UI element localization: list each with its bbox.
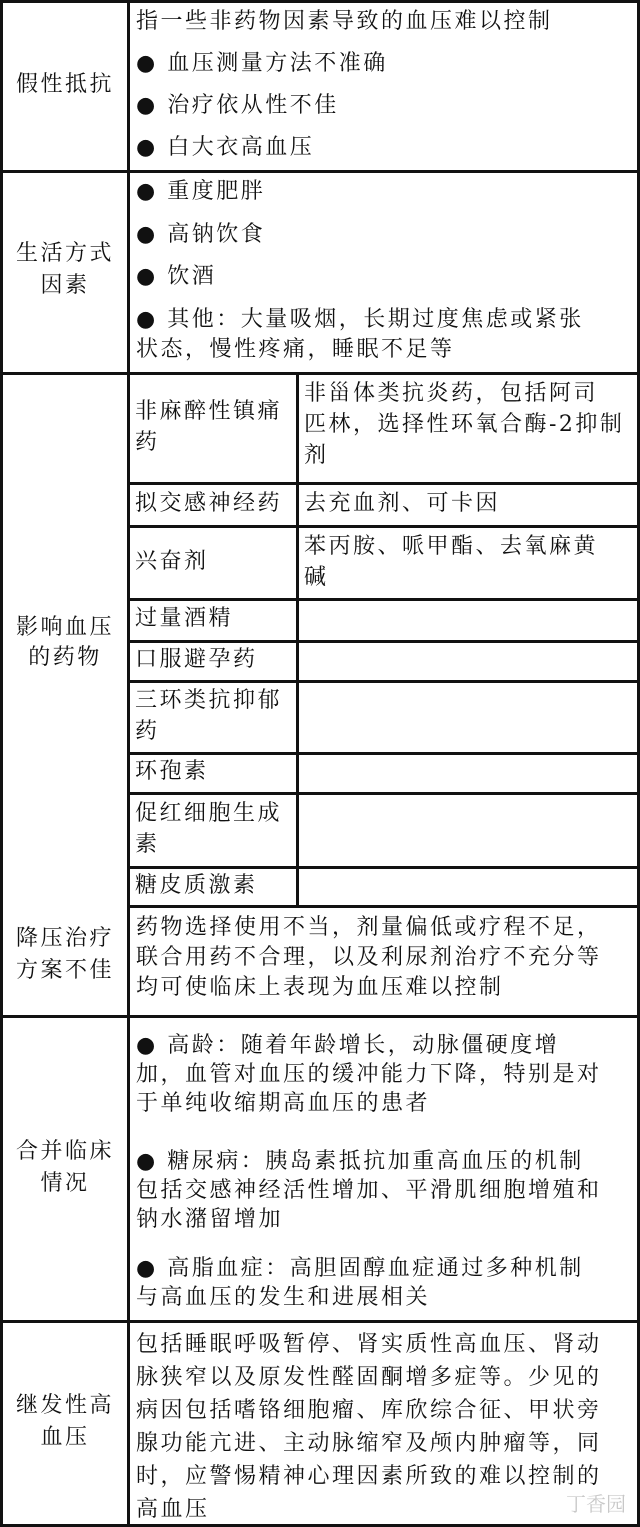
row-content-line: 腺功能亢进、主动脉缩窄及颅内肿瘤等，同 — [136, 1431, 602, 1456]
table-border — [127, 752, 640, 755]
drug-detail: 非甾体类抗炎药，包括阿司 — [304, 381, 599, 406]
row-content-line: ● 白大衣高血压 — [136, 135, 315, 160]
table-border — [0, 1015, 640, 1018]
row-label: 假性抵抗 — [15, 72, 114, 97]
drug-name: 口服避孕药 — [135, 647, 258, 672]
drug-detail: 去充血剂、可卡因 — [304, 490, 501, 516]
row-label: 情况 — [40, 1171, 90, 1196]
row-content-line: 时，应警惕精神心理因素所致的难以控制的 — [136, 1464, 602, 1489]
row-label: 影响血压 — [15, 615, 114, 640]
drug-name: 糖皮质激素 — [135, 872, 258, 898]
row-content-line: 状态，慢性疼痛，睡眠不足等 — [136, 337, 455, 362]
row-content-line: 钠水潴留增加 — [136, 1207, 284, 1232]
drug-name: 促红细胞生成 — [135, 800, 283, 826]
drug-name: 环孢素 — [135, 759, 209, 784]
row-content-line: 包括睡眠呼吸暂停、肾实质性高血压、肾动 — [136, 1332, 602, 1357]
watermark-logo: 丁香园 — [566, 1492, 626, 1516]
row-content-line: ● 重度肥胖 — [136, 179, 266, 204]
row-content-line: 病因包括嗜铬细胞瘤、库欣综合征、甲状旁 — [136, 1398, 602, 1423]
drug-name: 药 — [135, 718, 160, 744]
drug-detail: 碱 — [304, 565, 329, 590]
row-content-line: 包括交感神经活性增加、平滑肌细胞增殖和 — [136, 1178, 602, 1203]
row-content-line: ● 治疗依从性不佳 — [136, 93, 339, 118]
table-border — [127, 0, 130, 1527]
row-content-line: ● 糖尿病：胰岛素抵抗加重高血压的机制 — [136, 1149, 584, 1174]
table-border — [296, 372, 299, 905]
row-label: 继发性高 — [15, 1393, 114, 1418]
table-border — [0, 0, 640, 3]
drug-detail: 苯丙胺、哌甲酯、去氧麻黄 — [304, 534, 599, 559]
table-border — [0, 372, 640, 375]
drug-name: 三环类抗抑郁 — [135, 687, 283, 713]
table-border — [127, 866, 640, 869]
row-content-line: ● 高钠饮食 — [136, 222, 266, 247]
row-label: 生活方式 — [15, 241, 114, 266]
table-border — [0, 0, 3, 1527]
row-content-line: 均可使临床上表现为血压难以控制 — [136, 975, 504, 1000]
row-content-line: 于单纯收缩期高血压的患者 — [136, 1091, 431, 1116]
drug-name: 拟交感神经药 — [135, 490, 283, 516]
drug-name: 素 — [135, 831, 160, 857]
row-content-line: 与高血压的发生和进展相关 — [136, 1285, 431, 1310]
row-content-line: ● 高脂血症：高胆固醇血症通过多种机制 — [136, 1256, 584, 1281]
row-content-line: 加，血管对血压的缓冲能力下降，特别是对 — [136, 1062, 602, 1087]
drug-name: 非麻醉性镇痛 — [135, 398, 283, 424]
row-content-line: 联合用药不合理，以及利尿剂治疗不充分等 — [136, 945, 602, 970]
row-label: 合并临床 — [15, 1139, 114, 1164]
row-label: 降压治疗 — [15, 926, 114, 951]
table-border — [127, 680, 640, 683]
row-content-line: 高血压 — [136, 1497, 210, 1522]
table-border — [127, 482, 640, 485]
table-border — [127, 640, 640, 643]
table-border — [127, 598, 640, 601]
drug-detail: 剂 — [304, 443, 329, 468]
table-border — [0, 1320, 640, 1323]
row-label: 因素 — [40, 273, 90, 298]
row-content-line: 药物选择使用不当，剂量偏低或疗程不足， — [136, 915, 602, 940]
table-border — [0, 170, 640, 173]
table-border — [127, 525, 640, 528]
drug-detail: 匹林，选择性环氧合酶-2抑制 — [304, 412, 625, 437]
row-label: 的药物 — [28, 645, 102, 670]
row-content-line: ● 饮酒 — [136, 264, 217, 289]
row-content-line: ● 高龄：随着年龄增长，动脉僵硬度增 — [136, 1033, 560, 1058]
row-label: 血压 — [40, 1425, 90, 1450]
row-content-line: 指一些非药物因素导致的血压难以控制 — [136, 9, 553, 34]
row-content-line: ● 其他：大量吸烟，长期过度焦虑或紧张 — [136, 307, 584, 332]
row-label: 方案不佳 — [15, 958, 114, 983]
drug-name: 药 — [135, 429, 160, 455]
drug-name: 过量酒精 — [135, 606, 234, 631]
row-content-line: 脉狭窄以及原发性醛固酮增多症等。少见的 — [136, 1365, 602, 1390]
table-border — [127, 905, 640, 908]
row-content-line: ● 血压测量方法不准确 — [136, 51, 388, 76]
drug-name: 兴奋剂 — [135, 548, 209, 574]
table-border — [127, 792, 640, 795]
